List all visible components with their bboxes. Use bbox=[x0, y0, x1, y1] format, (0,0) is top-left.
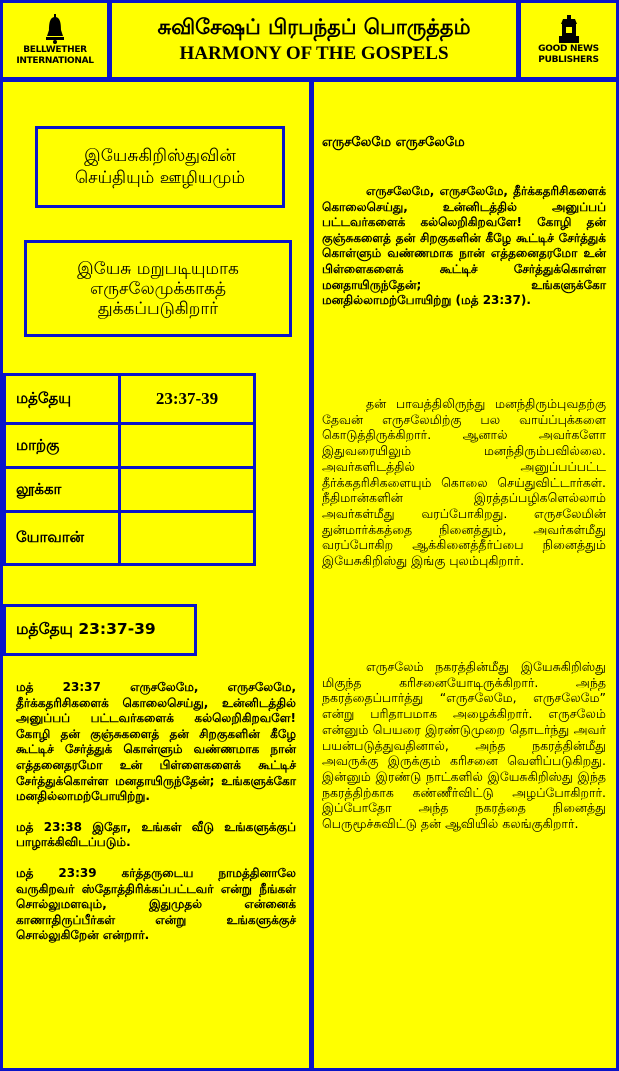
commentary-quote: எருசலேமே, எருசலேமே, தீர்க்கதரிசிகளைக் கொலைசெய்து, உன்னிடத்தில் அனுப்பப் பட்டவர்களைக் கல்லெறிகிறவளே! கோழி தன் குஞ்சுகளைத் தன் சிறகுகளின் கீழே கூட்டிச் சேர்த்துக் கொள்ளும் வண்ணமாக நான் எத்தனைதரமோ உன் பிள்ளைகளைக் கூட்டிச் சேர்த்துக்கொள்ள மனதாயிருந்தேன்; உங்களுக்கோ மனதில்லாமற்போயிற்று (மத் 23:37). bbox=[322, 184, 606, 308]
verse-37: மத் 23:37 எருசலேமே, எருசலேமே, தீர்க்கதரிசிகளைக் கொலைசெய்து, உன்னிடத்தில் அனுப்பப் பட்டவர்களைக் கல்லெறிகிறவளே! கோழி தன் குஞ்சுகளைத் தன் சிறகுகளின் கீழே கூட்டிச் சேர்த்துக் கொள்ளும் வண்ணமாக நான் எத்தனைதரமோ உன் பிள்ளைகளைக் கூட்டிச் சேர்த்துக்கொள்ள மனதாயிருந்தேன்; உங்களுக்கோ மனதில்லாமற்போயிற்று. bbox=[16, 680, 296, 804]
book-luke: லூக்கா bbox=[3, 466, 121, 513]
left-logo-line2: INTERNATIONAL bbox=[16, 55, 94, 66]
ref-luke bbox=[118, 466, 256, 513]
header-title-block bbox=[112, 3, 516, 77]
bell-icon bbox=[46, 14, 64, 44]
bellwether-logo bbox=[3, 3, 107, 77]
commentary-para2: எருசலேம் நகரத்தின்மீது இயேசுகிறிஸ்து மிகுந்த கரிசனையோடிருக்கிறார். அந்த நகரத்தைப்பார்த்து “எருசலேமே, எருசலேமே” என்று பரிதாபமாக அழைக்கிறார். எருசலேம் என்னும் பெயரை இரண்டுமுறை தொடர்ந்து அவர் பயன்படுத்துவதினால், அந்த நகரத்தின்மீது அவருக்கு இருக்கும் கரிசனை வெளிப்படுகிறது. இன்னும் இரண்டு நாட்களில் இயேசுகிறிஸ்து இந்த நகரத்திற்காக கண்ணீர்விட்டு அழப்போகிறார். இப்போதோ அந்த நகரத்தை நினைத்து பெருமூச்சுவிட்டு தன் ஆவியில் கலங்குகிறார். bbox=[322, 659, 606, 832]
passage-heading: மத்தேயு 23:37-39 bbox=[3, 604, 197, 656]
right-column bbox=[314, 82, 616, 1068]
book-john: யோவான் bbox=[3, 510, 121, 566]
verse-block bbox=[16, 680, 296, 944]
left-column bbox=[3, 82, 309, 1068]
commentary-para1: தன் பாவத்திலிருந்து மனந்திரும்புவதற்கு தேவன் எருசலேமிற்கு பல வாய்ப்புக்களை கொடுத்திருக்கிறார். ஆனால் அவர்களோ இதுவரையிலும் மனந்திரும்பவில்லை. அவர்களிடத்தில் அனுப்பப்பட்ட தீர்க்கதரிசிகளையும் கொலை செய்துவிட்டார்கள். நீதிமான்களின் இரத்தப்பழிகளெல்லாம் அவர்கள்மீது வரப்போகிறது. எருசலேமின் துன்மார்க்கத்தை நினைத்தும், அவர்கள்மீது வரப்போகிற ஆக்கினைத்தீர்ப்பை நினைத்தும் இயேசுகிறிஸ்து இங்கு புலம்புகிறார். bbox=[322, 396, 606, 569]
bell-tower-icon bbox=[557, 15, 581, 43]
book-mark: மாற்கு bbox=[3, 422, 121, 469]
ref-john bbox=[118, 510, 256, 566]
topic-box: இயேசு மறுபடியுமாக எருசலேமுக்காகத் துக்கப்படுகிறார் bbox=[24, 240, 292, 337]
good-news-logo bbox=[521, 3, 616, 77]
verse-39: மத் 23:39 கர்த்தருடைய நாமத்தினாலே வருகிறவர் ஸ்தோத்திரிக்கப்பட்டவர் என்று நீங்கள் சொல்லுமளவும், இதுமுதல் என்னைக் காணாதிருப்பீர்கள் என்று உங்களுக்குச் சொல்லுகிறேன் என்றார். bbox=[16, 865, 296, 943]
title-tamil: சுவிசேஷப் பிரபந்தப் பொருத்தம் bbox=[157, 15, 471, 39]
ref-mark bbox=[118, 422, 256, 469]
left-logo-line1: BELLWETHER bbox=[23, 44, 87, 55]
section-box: இயேசுகிறிஸ்துவின் செய்தியும் ஊழியமும் bbox=[35, 126, 285, 208]
right-logo-line2: PUBLISHERS bbox=[538, 54, 599, 65]
verse-38: மத் 23:38 இதோ, உங்கள் வீடு உங்களுக்குப் பாழாக்கிவிடப்படும். bbox=[16, 819, 296, 850]
right-logo-line1: GOOD NEWS bbox=[538, 43, 599, 54]
book-matthew: மத்தேயு bbox=[3, 373, 121, 425]
commentary-heading: எருசலேமே எருசலேமே bbox=[322, 135, 465, 150]
title-english: HARMONY OF THE GOSPELS bbox=[179, 43, 449, 64]
ref-matthew: 23:37-39 bbox=[118, 373, 256, 425]
